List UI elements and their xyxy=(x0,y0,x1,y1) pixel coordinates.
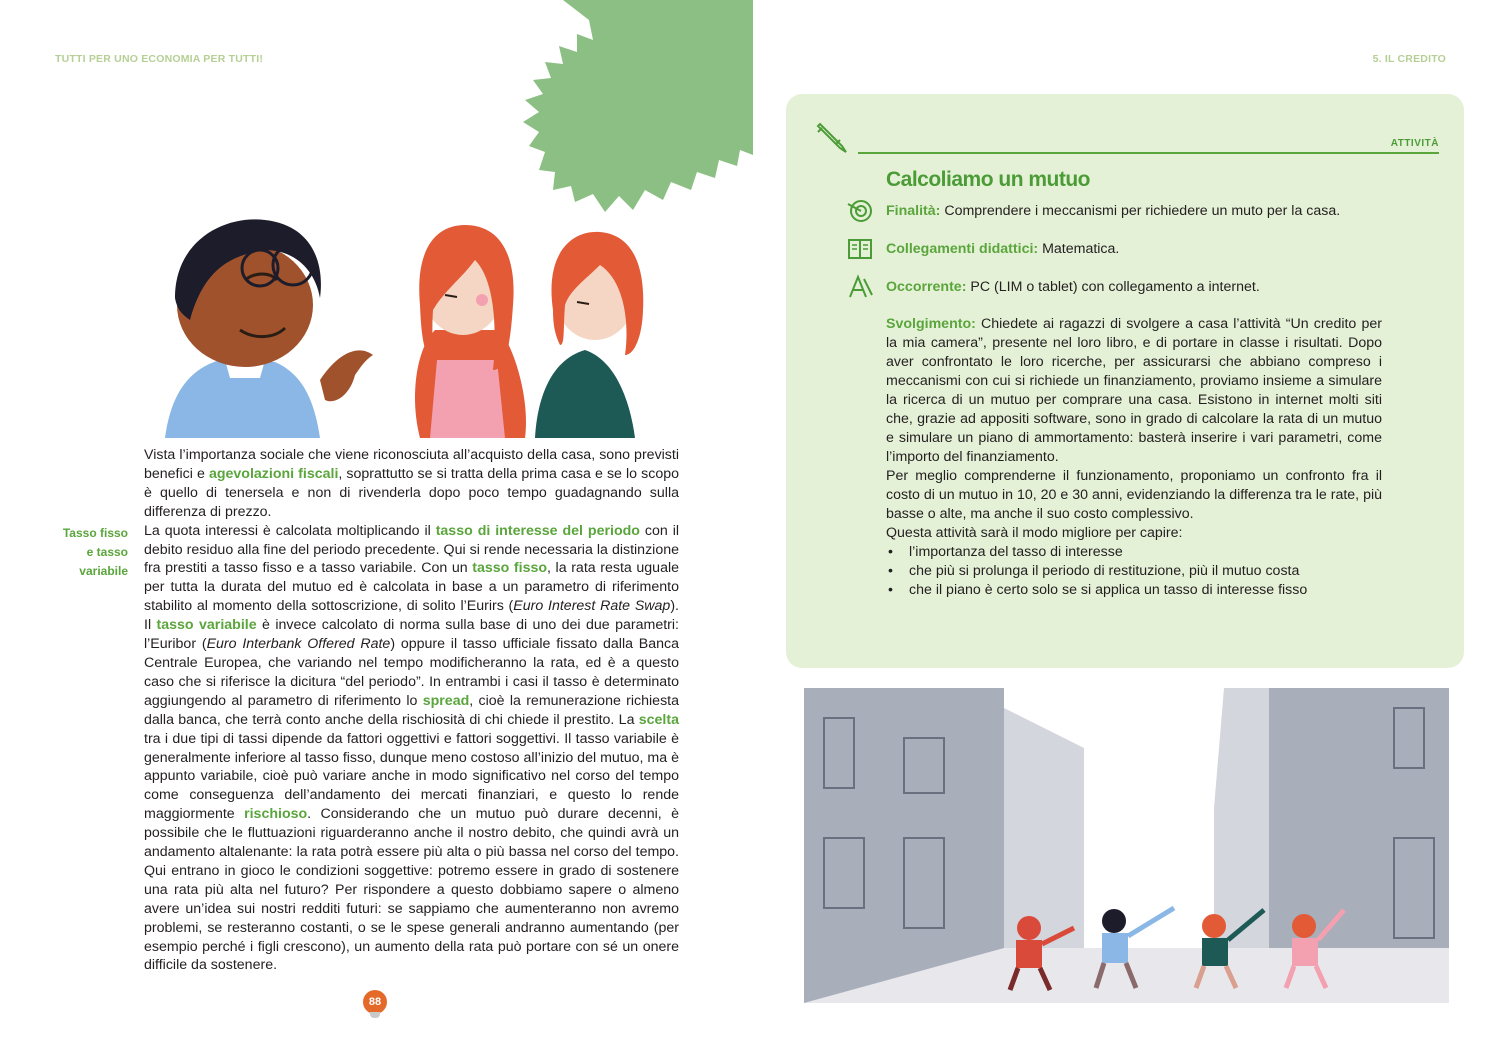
term-rischioso: rischioso xyxy=(244,806,308,823)
book-icon xyxy=(846,236,874,262)
term-tasso-fisso: tasso fisso xyxy=(472,560,548,577)
learning-points-list xyxy=(886,543,1382,600)
page-number: 88 xyxy=(363,990,387,1014)
margin-label-tasso: Tasso fisso e tasso variabile xyxy=(62,526,128,578)
term-spread: spread xyxy=(422,692,470,709)
target-icon xyxy=(846,198,874,224)
list-item: • che più si prolunga il periodo di restituzione, più il mutuo costa xyxy=(886,562,1382,581)
term-scelta: scelta xyxy=(638,711,679,728)
activity-title: Calcoliamo un mutuo xyxy=(886,168,1091,191)
purpose-paragraph: Questa attività sarà il modo migliore per capire: xyxy=(886,525,1183,541)
page-number-badge xyxy=(363,990,387,1020)
running-header-right: 5. IL CREDITO xyxy=(1372,53,1446,65)
activity-divider xyxy=(858,152,1439,154)
list-item: • l’importanza del tasso di interesse xyxy=(886,543,1382,562)
activity-label: ATTIVITÀ xyxy=(1390,138,1439,149)
occorrente-row: Occorrente: PC (LIM o tablet) con collegamento a internet. xyxy=(886,279,1260,295)
term-tasso-variabile: tasso variabile xyxy=(156,617,257,634)
tree-illustration xyxy=(505,0,753,222)
paragraph-interest-rates: La quota interessi è calcolata moltiplicando il tasso di interesse del periodo con il debito residuo alla fine del periodo precedente. Qui si rende necessaria la distinzione fra prestiti a tasso fisso e a tasso variabile. Con un tasso fisso, la rata resta uguale per tutta la durata del mutuo ed è calcolata in base a un parametro di riferimento stabilito al momento della sottoscrizione, di solito l’Eurirs (Euro Interest Rate Swap). Il tasso variabile è invece calcolato di norma sulla base di uno dei due parametri: l’Euribor (Euro Interbank Offered Rate) oppure il tasso ufficiale fissato dalla Banca Centrale Europea, che variando nel tempo modificheranno la rata, ed è a questo caso che si riferisce la dicitura “del periodo”. In entrambi i casi il tasso è determinato aggiungendo al parametro di riferimento lo spread, cioè la remunerazione richiesta dalla banca, che terrà conto anche della rischiosità di chi chiede il prestito. La scelta tra i due tipi di tassi dipende da fattori oggettivi e fattori soggettivi. Il tasso variabile è generalmente inferiore al tasso fisso, dunque meno costoso all’inizio del mutuo, ma è appunto variabile, cioè può variare anche in modo significativo nel corso del tempo come conseguenza dell’andamento dei mercati finanziari, e questo lo rende maggiormente rischioso. Considerando che un mutuo può durare decenni, è possibile che le fluttuazioni riguarderanno anche il nostro debito, che quindi avrà un andamento altalenante: la rata potrà essere più alta o più bassa nel corso del tempo. Qui entrano in gioco le condizioni soggettive: potremo essere in grado di sostenere una rata più alta nel futuro? Per rispondere a questo dobbiamo sapere o almeno avere un’idea sui nostri redditi futuri: se sappiamo che aumenteranno non avremo problemi, se resteranno costanti, o se le spese generali andranno aumentando (per esempio perché i figli crescono), un aumento della rata può portare con sé un onere difficile da sostenere. xyxy=(144,522,680,974)
city-dancing-kids-illustration xyxy=(804,688,1449,1003)
pencil-icon xyxy=(814,120,850,156)
tools-icon xyxy=(846,273,874,299)
main-article xyxy=(144,446,679,975)
finalita-row: Finalità: Comprendere i meccanismi per richiedere un muto per la casa. xyxy=(886,203,1341,219)
svolgimento-paragraph: Svolgimento: Chiedete ai ragazzi di svolgere a casa l’attività “Un credito per la mia camera”, presente nel loro libro, e di portare in classe i risultati. Dopo aver confrontato le loro ricerche, per assicurarsi che abbiano compreso i meccanismi con cui si richiede un finanziamento, proviamo insieme a simulare la ricerca di un mutuo per comprare una casa. Esistono in internet molti siti che, grazie ad appositi software, sono in grado di calcolare la rata di un mutuo e simulare un piano di ammortamento: basterà inserire i vari parametri, come l’importo del finanziamento. xyxy=(886,316,1382,465)
paragraph-housing-benefits: Vista l’importanza sociale che viene riconosciuta all’acquisto della casa, sono previsti benefici e agevolazioni fiscali, soprattutto se si tratta della prima casa e se lo scopo è quello di tenersela e non di rivenderla dopo poco tempo guadagnando sulla differenza di prezzo. xyxy=(144,447,679,520)
term-agevolazioni-fiscali: agevolazioni fiscali xyxy=(208,465,339,482)
running-header-left: TUTTI PER UNO ECONOMIA PER TUTTI! xyxy=(55,53,264,65)
term-tasso-interesse-periodo: tasso di interesse del periodo xyxy=(435,522,640,539)
comparison-paragraph: Per meglio comprenderne il funzionamento, proponiamo un confronto fra il costo di un mutuo in 10, 20 e 30 anni, evidenziando la differenza tra le rate, più basse o alte, ma anche il suo costo complessivo. xyxy=(886,468,1382,522)
list-item: • che il piano è certo solo se si applica un tasso di interesse fisso xyxy=(886,581,1382,600)
collegamenti-row: Collegamenti didattici: Matematica. xyxy=(886,241,1120,257)
svolgimento-section xyxy=(886,315,1382,600)
kids-talking-illustration xyxy=(145,210,645,438)
